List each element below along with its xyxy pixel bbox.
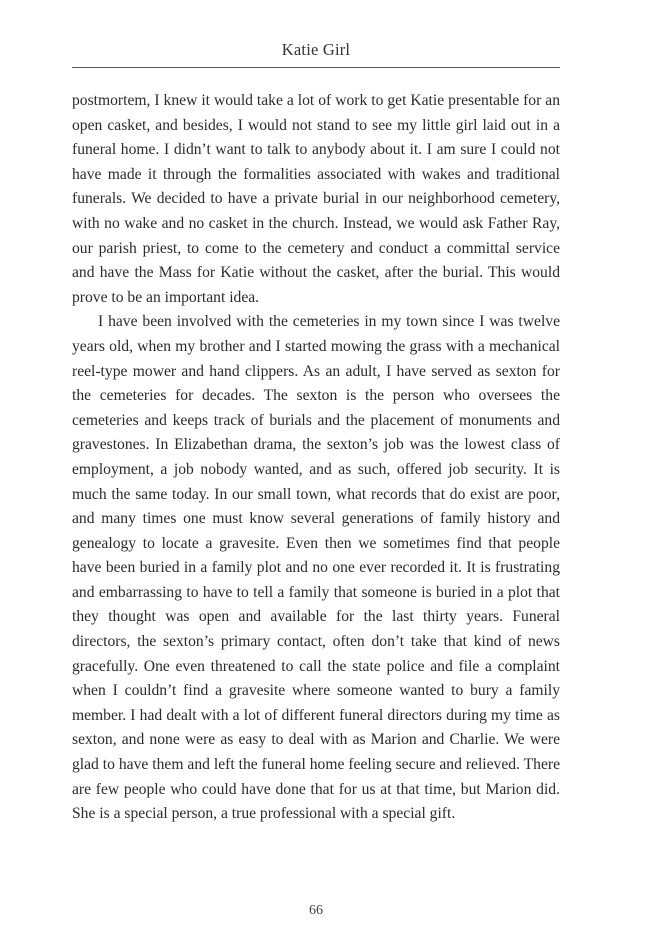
body-text: [72, 89, 560, 827]
paragraph-continued: postmortem, I knew it would take a lot of work to get Katie presentable for an open casket, and besides, I would not stand to see my little girl laid out in a funeral home. I didn’t want to talk to anybody about it. I am sure I could not have made it through the formalities associated with wakes and traditional funerals. We decided to have a private burial in our neighborhood cemetery, with no wake and no casket in the church. Instead, we would ask Father Ray, our parish priest, to come to the cemetery and conduct a committal service and have the Mass for Katie without the casket, after the burial. This would prove to be an important idea.: [72, 92, 560, 306]
paragraph-sexton: I have been involved with the cemeteries in my town since I was twelve years old, when my brother and I started mowing the grass with a mechanical reel-type mower and hand clippers. As an adult, I have served as sexton for the cemeteries for decades. The sexton is the person who oversees the cemeteries and keeps track of burials and the placement of monuments and gravestones. In Elizabethan drama, the sexton’s job was the lowest class of employment, a job nobody wanted, and as such, offered job security. It is much the same today. In our small town, what records that do exist are poor, and many times one must know several generations of family history and genealogy to locate a gravesite. Even then we sometimes find that people have been buried in a family plot and no one ever recorded it. It is frustrating and embarrassing to have to tell a family that someone is buried in a plot that they thought was open and available for the last thirty years. Funeral directors, the sexton’s primary contact, often don’t take that kind of news gracefully. One even threatened to call the state police and file a complaint when I couldn’t find a gravesite where someone wanted to bury a family member. I had dealt with a lot of different funeral directors during my time as sexton, and none were as easy to deal with as Marion and Charlie. We were glad to have them and left the funeral home feeling secure and relieved. There are few people who could have done that for us at that time, but Marion did. She is a special person, a true professional with a special gift.: [72, 313, 560, 823]
page-number: 66: [309, 903, 323, 918]
header-rule: [72, 67, 560, 68]
running-head: Katie Girl: [281, 40, 351, 59]
